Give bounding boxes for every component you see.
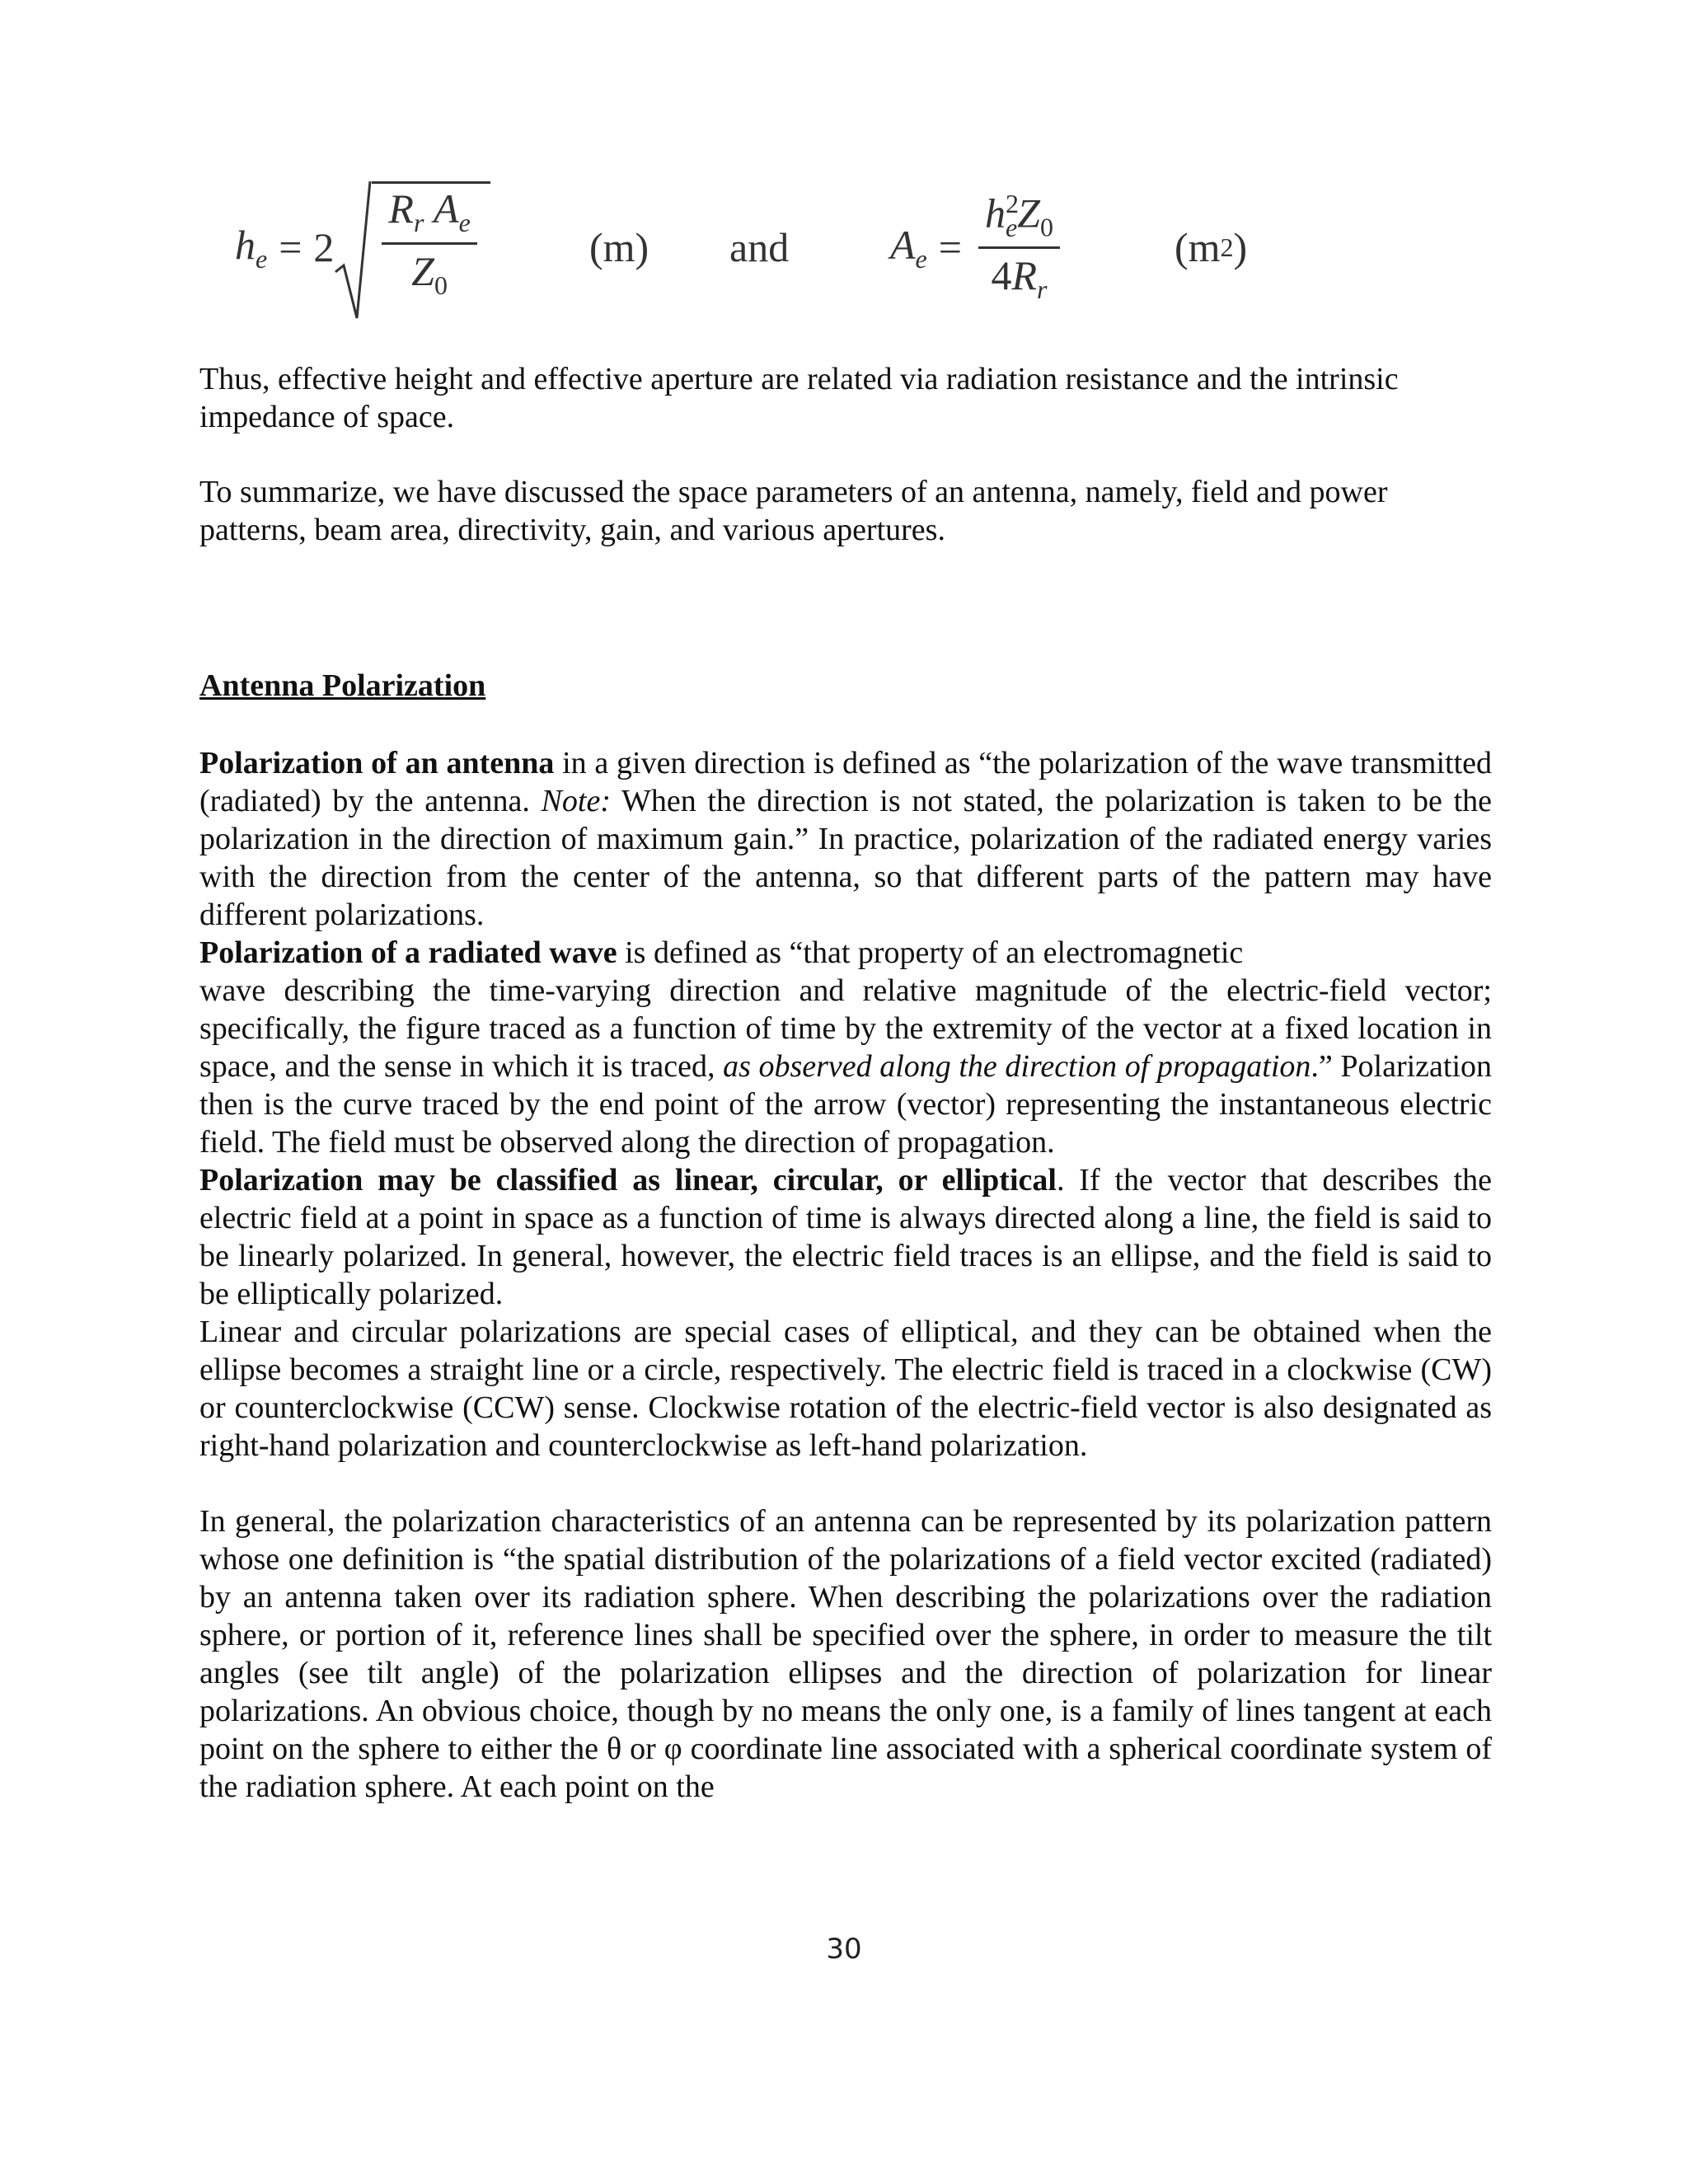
paragraph-radiated-wave: wave describing the time-varying direction and relative magnitude of the electric-field vector; specifically, the figure traced as a function of time by the extremity of the vector at a fixed location in space, and the sense in which it is traced, as observed along the direction of propagation.” Polarization then is the curve traced by the end point of the arrow (vector) representing the instantaneous electric field. The field must be observed along the direction of propagation. (199, 973, 1493, 1160)
ae-symbol: $A_e$ (890, 221, 927, 274)
equals-sign-2: = (938, 224, 962, 270)
paragraph-radiated-wave-intro: Polarization of a radiated wave is defined as “that property of an electromagnetic (199, 935, 1244, 970)
intro-paragraph-1: Thus, effective height and effective aperture are related via radiation resistance and the intrinsic impedance of space. (199, 362, 1399, 434)
left-unit: (m) (589, 224, 649, 270)
paragraph-antenna-polarization: Polarization of an antenna in a given direction is defined as “the polarization of the wave transmitted (radiated) by the antenna. Note: When the direction is not stated, the polarization is taken to be the polarization in the direction of maximum gain.” In practice, polarization of the radiated energy varies with the direction from the center of the antenna, so that different parts of the pattern may have different polarizations. (199, 746, 1492, 932)
body-text (199, 744, 1492, 1806)
equals-sign: = (279, 224, 302, 270)
paragraph-polarization-pattern: In general, the polarization characteristics of an antenna can be represented by its polarization pattern whose one definition is “the spatial distribution of the polarizations of a field vector excited (radiated) by an antenna taken over its radiation sphere. When describing the polarizations over the radiation sphere, or portion of it, reference lines shall be specified over the sphere, in order to measure the tilt angles (see tilt angle) of the polarization ellipses and the direction of polarization for linear polarizations. An obvious choice, though by no means the only one, is a family of lines tangent at each point on the sphere to either the θ or φ coordinate line associated with a spherical coordinate system of the radiation sphere. At each point on the (199, 1504, 1492, 1804)
connector-word: and (729, 224, 790, 270)
page-number: 30 (826, 1933, 862, 1966)
paragraph-classification: Polarization may be classified as linear, circular, or elliptical. If the vector that describes the electric field at a point in space as a function of time is always directed along a line, the field is said to be linearly polarized. In general, however, the electric field traces is an ellipse, and the field is said to be elliptically polarized. (199, 1163, 1493, 1311)
effective-height-formula (235, 169, 490, 326)
section-heading: Antenna Polarization (199, 668, 486, 703)
right-unit: (m 2 ) (1175, 224, 1248, 270)
effective-aperture-formula (890, 169, 1065, 326)
he-symbol: $h_e$ (235, 221, 268, 274)
paragraph-special-cases: Linear and circular polarizations are special cases of elliptical, and they can be obtained when the ellipse becomes a straight line or a circle, respectively. The electric field is traced in a clockwise (CW) or counterclockwise (CCW) sense. Clockwise rotation of the electric-field vector is also designated as right-hand polarization and counterclockwise as left-hand polarization. (199, 1315, 1492, 1463)
radical-sign-icon (334, 173, 372, 321)
square-root (334, 173, 490, 321)
formula-row (235, 169, 1306, 326)
coefficient: 2 (313, 224, 335, 270)
aperture-fraction: $\frac{h^2_eZ_0}{4R_r}$ (978, 190, 1060, 304)
radicand-fraction: $\frac{R_r A_e}{Z_0}$ (382, 187, 476, 299)
intro-paragraph-2: To summarize, we have discussed the space parameters of an antenna, namely, field and power patterns, beam area, directivity, gain, and various apertures. (199, 475, 1388, 547)
